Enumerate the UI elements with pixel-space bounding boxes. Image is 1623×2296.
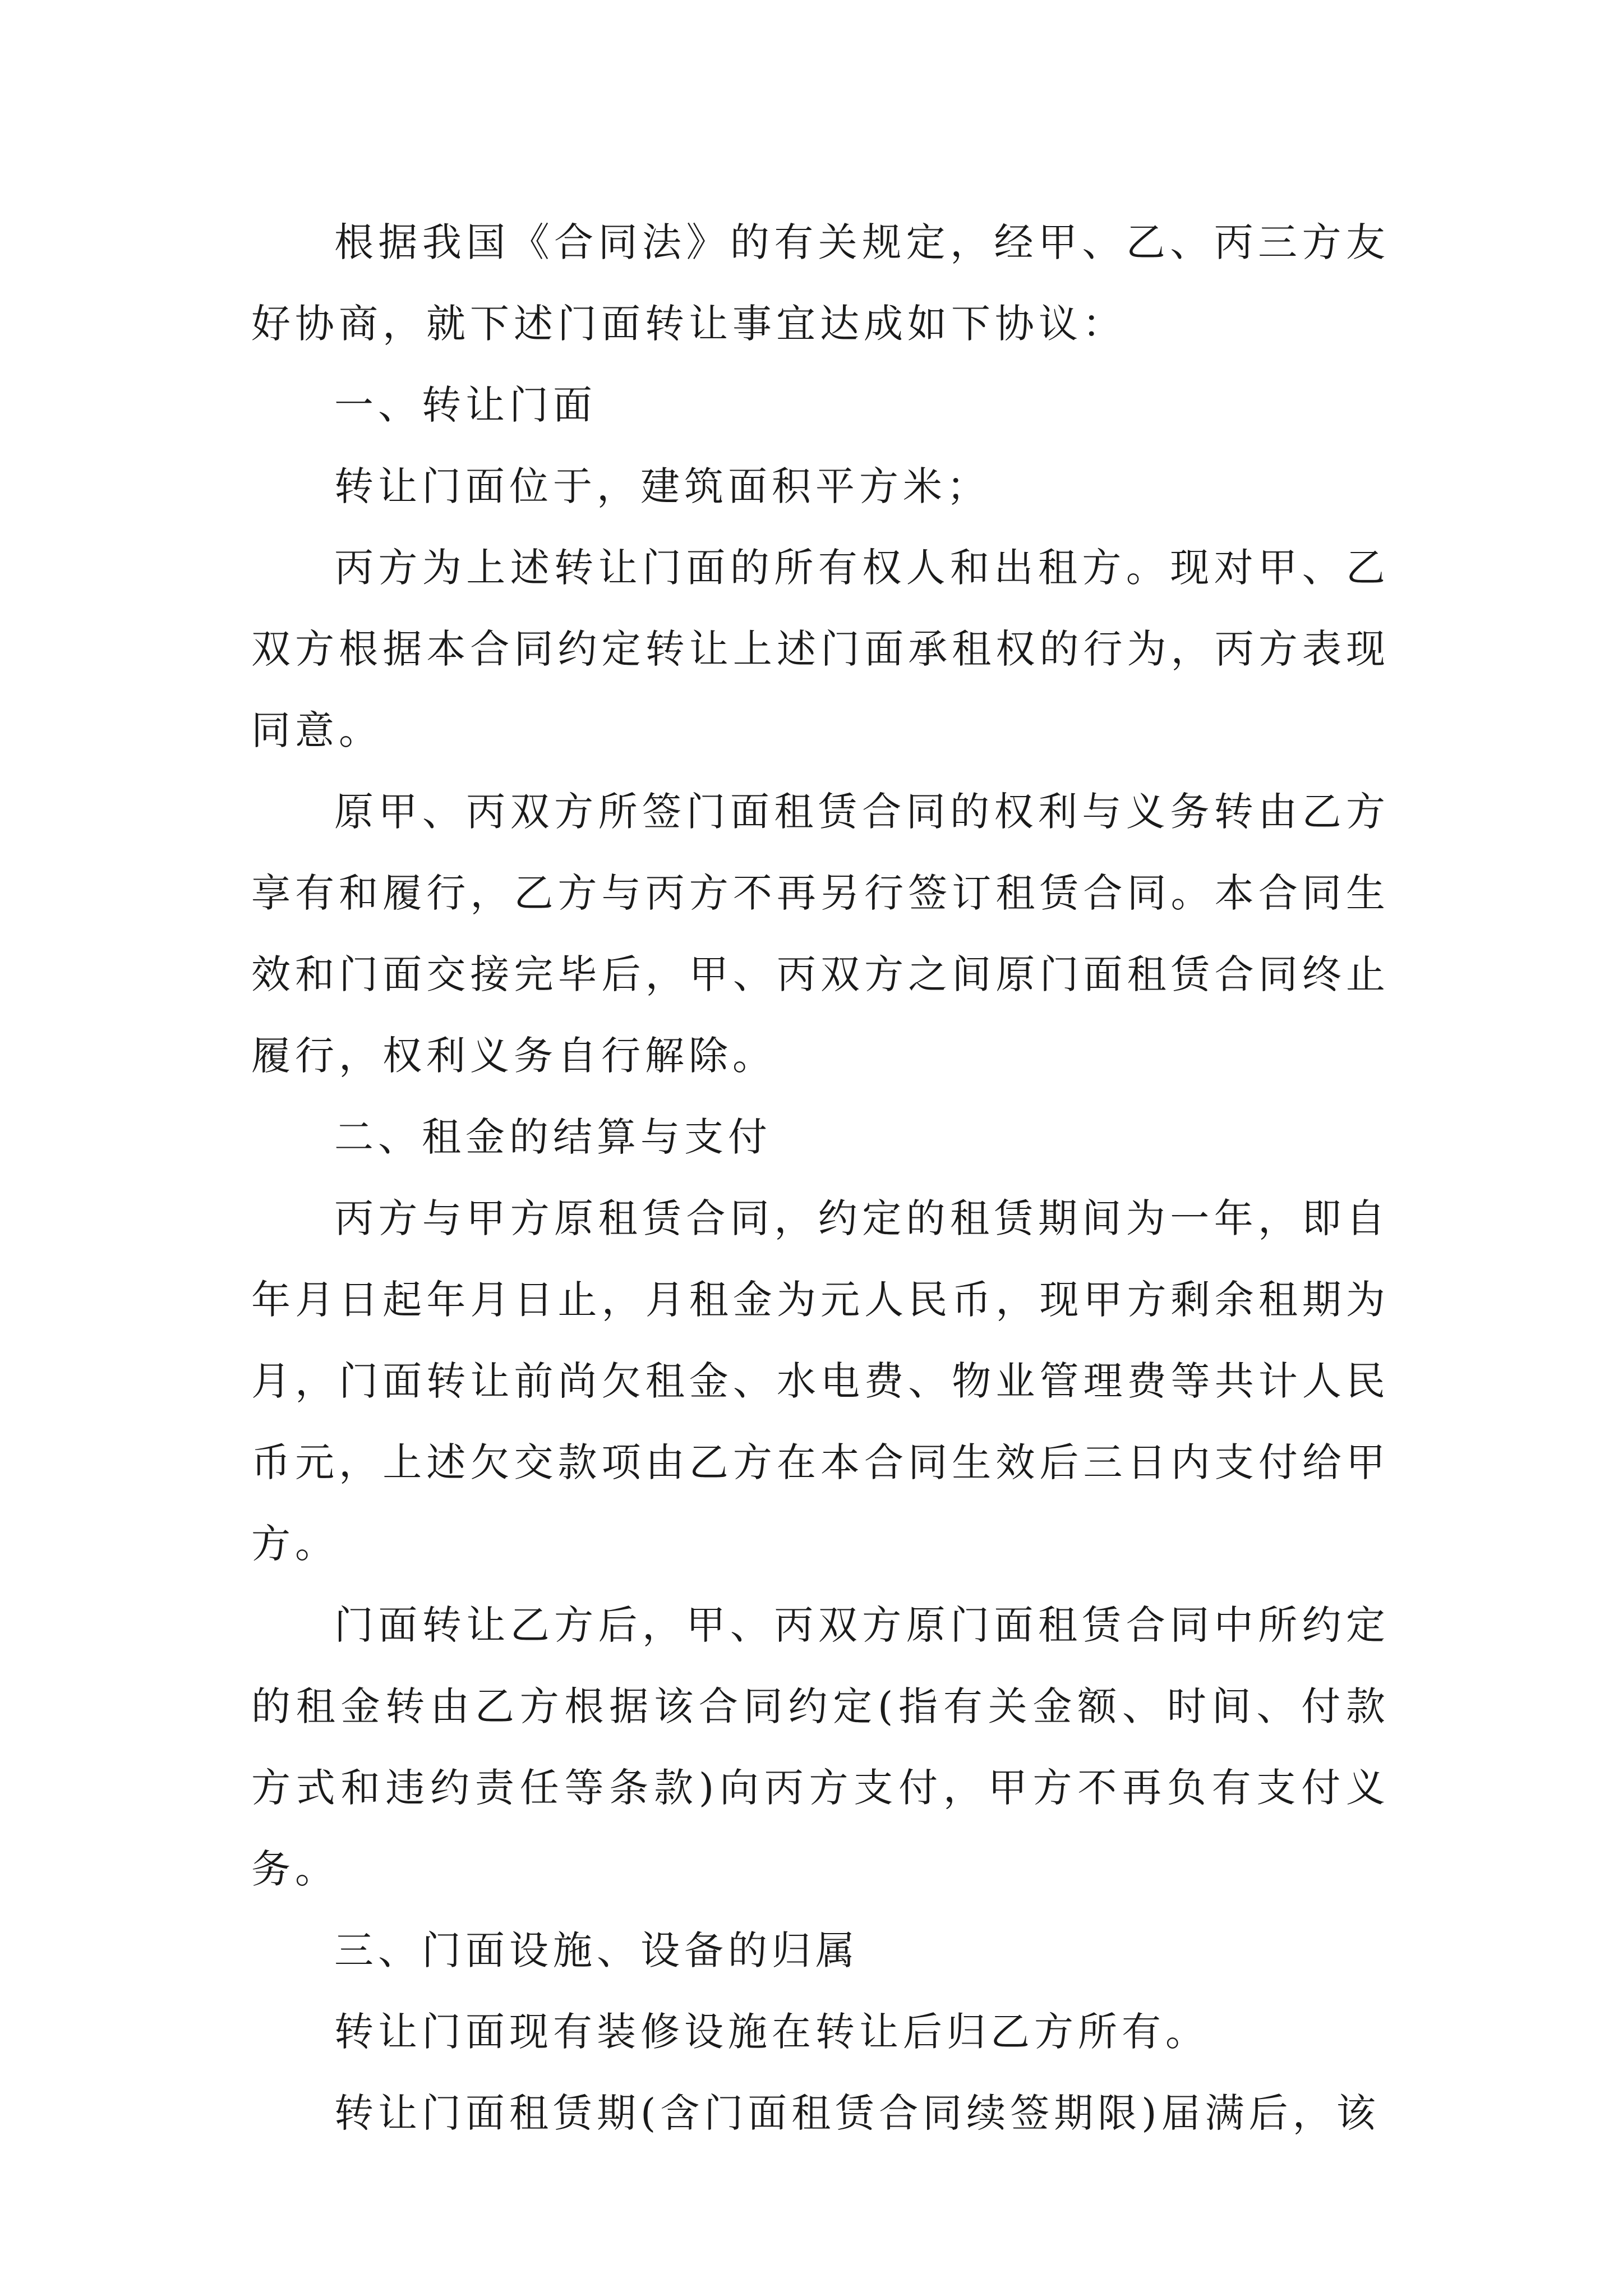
- paragraph-preamble: 根据我国《合同法》的有关规定，经甲、乙、丙三方友好协商，就下述门面转让事宜达成如下协议：: [251, 219, 1390, 347]
- paragraph-rent-payment: 门面转让乙方后，甲、丙双方原门面租赁合同中所约定的租金转由乙方根据该合同约定(指有关金额、时间、付款方式和违约责任等条款)向丙方支付，甲方不再负有支付义务。: [251, 1602, 1390, 1892]
- section-heading-facilities: 三、门面设施、设备的归属: [334, 1927, 859, 1973]
- section-heading-rent-settlement: 二、租金的结算与支付: [334, 1114, 772, 1160]
- document-body: [251, 202, 1390, 2154]
- paragraph-lease-term: 丙方与甲方原租赁合同，约定的租赁期间为一年，即自年月日起年月日止，月租金为元人民币，现甲方剩余租期为月，门面转让前尚欠租金、水电费、物业管理费等共计人民币元，上述欠交款项由乙方在本合同生效后三日内支付给甲方。: [251, 1195, 1390, 1567]
- paragraph-storefront-location: 转让门面位于，建筑面积平方米；: [334, 463, 990, 509]
- section-heading-transfer-storefront: 一、转让门面: [334, 382, 597, 428]
- paragraph-decoration-ownership: 转让门面现有装修设施在转让后归乙方所有。: [334, 2009, 1209, 2055]
- paragraph-owner-consent: 丙方为上述转让门面的所有权人和出租方。现对甲、乙双方根据本合同约定转让上述门面承租权的行为，丙方表现同意。: [251, 545, 1390, 753]
- paragraph-rights-transfer: 原甲、丙双方所签门面租赁合同的权利与义务转由乙方享有和履行，乙方与丙方不再另行签订租赁合同。本合同生效和门面交接完毕后，甲、丙双方之间原门面租赁合同终止履行，权利义务自行解除。: [251, 789, 1390, 1079]
- paragraph-lease-expiry: 转让门面租赁期(含门面租赁合同续签期限)届满后，该: [334, 2090, 1380, 2136]
